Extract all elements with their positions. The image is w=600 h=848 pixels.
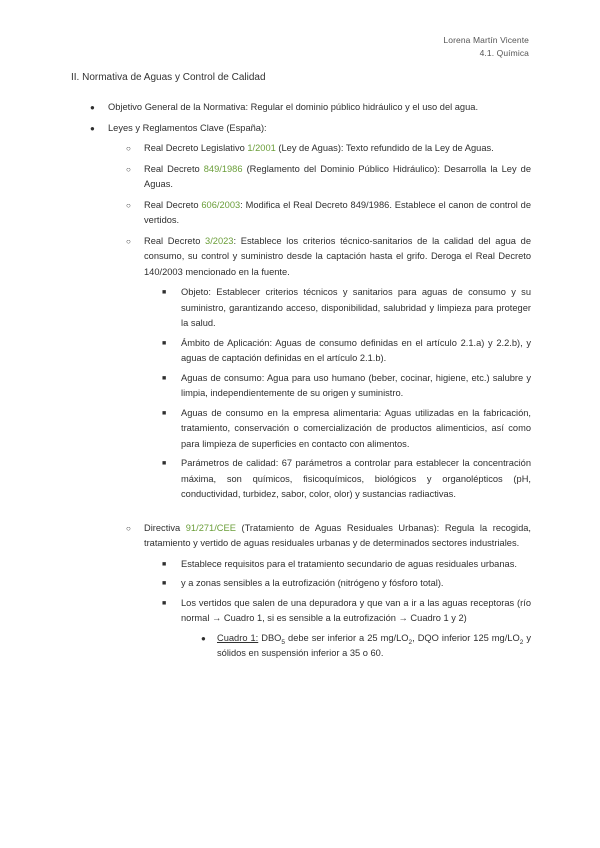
square-bullet-icon: ■ xyxy=(162,409,167,417)
circle-bullet-icon: ○ xyxy=(126,200,131,210)
list-item-objetivo: ● Objetivo General de la Normativa: Regular el dominio público hidráulico y el uso del agua. xyxy=(108,100,531,116)
list-item-rdl-1-2001: ○ Real Decreto Legislativo 1/2001 (Ley de Aguas): Texto refundido de la Ley de Aguas. xyxy=(144,141,531,157)
list-item-leyes: ● Leyes y Reglamentos Clave (España): xyxy=(108,121,531,137)
link-606-2003[interactable]: 606/2003 xyxy=(201,199,241,210)
list-item-rd-849-1986: ○ Real Decreto 849/1986 (Reglamento del Dominio Público Hidráulico): Desarrolla la Ley de Aguas. xyxy=(126,163,532,189)
square-bullet-icon: ■ xyxy=(162,460,167,467)
list-item-vertidos: ■ Los vertidos que salen de una depuradora y que van a ir a las aguas receptoras (río normal → Cuadro 1, si es sensible a la eutrofización → Cuadro 1 y 2) xyxy=(162,597,531,623)
spacer xyxy=(71,507,531,521)
circle-bullet-icon: ○ xyxy=(126,144,131,153)
square-bullet-icon: ■ xyxy=(162,580,167,587)
list-item-rd-3-2023: ○ Real Decreto 3/2023: Establece los criterios técnico-sanitarios de la calidad del agua de consumo, su control y suministro desde la captación hasta el grifo. Deroga el Real Decreto 140/2003 mencionado en la fuente. xyxy=(126,235,531,277)
circle-bullet-icon: ○ xyxy=(126,164,131,174)
list-item-directiva: ○ Directiva 91/271/CEE (Tratamiento de Aguas Residuales Urbanas): Regula la recogida, tratamiento y vertido de aguas residuales urbanas y de determinados sectores industriales. xyxy=(126,522,531,548)
list-item-rd-606-2003: ○ Real Decreto 606/2003: Modifica el Real Decreto 849/1986. Establece el canon de control de vertidos. xyxy=(126,199,531,225)
link-91-271-cee[interactable]: 91/271/CEE xyxy=(185,522,236,533)
disc-bullet-icon: ● xyxy=(90,103,95,112)
disc-bullet-icon: ● xyxy=(90,123,95,133)
square-bullet-icon: ■ xyxy=(162,289,167,296)
disc-bullet-icon: ● xyxy=(201,633,206,643)
square-bullet-icon: ■ xyxy=(162,339,167,347)
link-3-2023[interactable]: 3/2023 xyxy=(205,235,234,246)
list-item-ambito: ■ Ámbito de Aplicación: Aguas de consumo definidas en el artículo 2.1.a) y 2.2.b), y aguas de captación definidas en el artículo 2.1.b). xyxy=(162,337,531,363)
section-title: II. Normativa de Aguas y Control de Calidad xyxy=(71,72,266,83)
list-item-objeto: ■ Objeto: Establecer criterios técnicos y sanitarios para aguas de consumo y su suministro, garantizando acceso, disponibilidad, salubridad y limpieza para proteger la salud. xyxy=(162,287,531,328)
link-1-2001[interactable]: 1/2001 xyxy=(247,143,276,153)
list-item-cuadro-1: ● Cuadro 1: $DBO_5$ debe ser inferior a 25 $mg/LO_2$, DQO inferior 125 $mg/LO_2$ y sólidos en suspensión inferior a 35 o 60. xyxy=(201,632,531,658)
link-849-1986[interactable]: 849/1986 xyxy=(203,163,243,174)
circle-bullet-icon: ○ xyxy=(126,523,131,533)
square-bullet-icon: ■ xyxy=(162,374,167,382)
square-bullet-icon: ■ xyxy=(162,599,167,607)
circle-bullet-icon: ○ xyxy=(126,236,131,246)
list-item-aguas-empresa: ■ Aguas de consumo en la empresa alimentaria: Aguas utilizadas en la fabricación, tratamiento, conservación o comercialización de productos alimenticios, así como para limpieza de superficies en contacto con alimentos. xyxy=(162,407,531,449)
list-item-aguas-consumo: ■ Aguas de consumo: Agua para uso humano (beber, cocinar, higiene, etc.) salubre y limpia, independientemente de su origen y suministro. xyxy=(162,372,531,398)
list-item-zonas: ■ y a zonas sensibles a la eutrofización (nitrógeno y fósforo total). xyxy=(181,576,531,592)
list-item-requisitos: ■ Establece requisitos para el tratamiento secundario de aguas residuales urbanas. xyxy=(181,557,531,573)
list-item-parametros: ■ Parámetros de calidad: 67 parámetros a controlar para establecer la concentración máxima, son químicos, fisicoquímicos, biológicos y organolépticos (pH, conductividad, turbidez, sabor, color, olor) y sustancias radiactivas. xyxy=(162,458,531,499)
section-content xyxy=(71,100,531,666)
author-name: Lorena Martín Vicente xyxy=(443,35,529,45)
square-bullet-icon: ■ xyxy=(162,560,167,568)
page-header xyxy=(443,34,529,60)
course-label: 4.1. Química xyxy=(479,48,529,58)
